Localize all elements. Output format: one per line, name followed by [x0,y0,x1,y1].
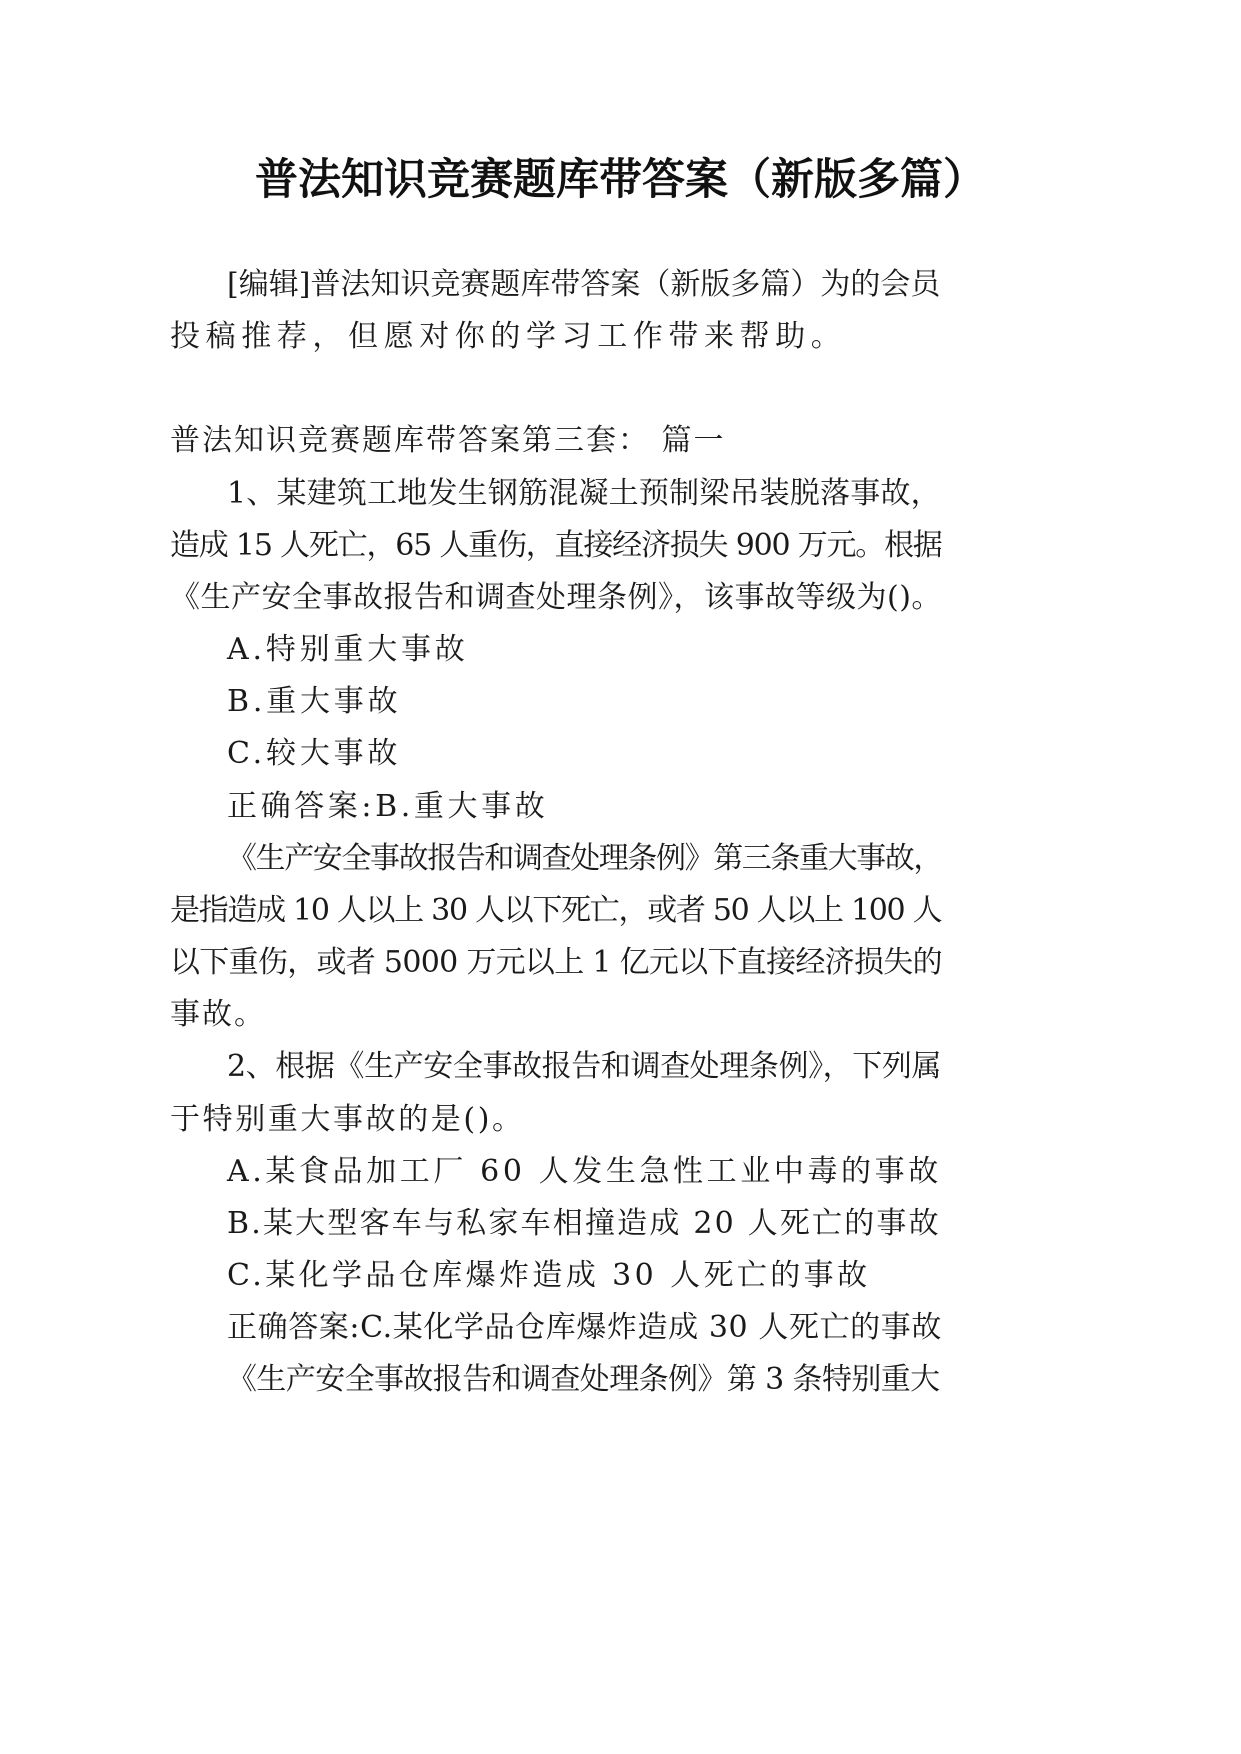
question-1-line-1: 1、某建筑工地发生钢筋混凝土预制梁吊装脱落事故， [227,476,941,511]
question-2-option-a: A.某食品加工厂 60 人发生急性工业中毒的事故 [227,1154,942,1189]
question-1-option-a: A.特别重大事故 [227,632,469,667]
question-1-option-c: C.较大事故 [227,736,402,771]
question-1-answer: 正确答案:B.重大事故 [227,789,549,824]
question-2-option-b: B.某大型客车与私家车相撞造成 20 人死亡的事故 [227,1206,941,1241]
question-2-option-c: C.某化学品仓库爆炸造成 30 人死亡的事故 [227,1258,871,1293]
question-1-explanation-line-4: 事故。 [170,997,266,1032]
question-2-line-2: 于特别重大事故的是()。 [170,1102,525,1137]
intro-line-1: [编辑]普法知识竞赛题库带答案（新版多篇）为的会员 [227,267,941,302]
question-1-explanation-line-3: 以下重伤，或者 5000 万元以上 1 亿元以下直接经济损失的 [170,945,942,980]
question-1-explanation-line-2: 是指造成 10 人以上 30 人以下死亡，或者 50 人以上 100 人 [170,893,942,928]
question-2-line-1: 2、根据《生产安全事故报告和调查处理条例》，下列属 [227,1049,942,1084]
question-1-explanation-line-1: 《生产安全事故报告和调查处理条例》第三条重大事故， [227,841,942,876]
question-2-answer: 正确答案:C.某化学品仓库爆炸造成 30 人死亡的事故 [227,1310,942,1345]
question-1-option-b: B.重大事故 [227,684,402,719]
intro-line-2: 投稿推荐，但愿对你的学习工作带来帮助。 [170,319,847,354]
section-heading: 普法知识竞赛题库带答案第三套： 篇一 [170,423,726,458]
question-1-line-3: 《生产安全事故报告和调查处理条例》，该事故等级为()。 [170,580,942,615]
question-1-line-2: 造成 15 人死亡，65 人重伤，直接经济损失 900 万元。根据 [170,528,942,563]
question-2-explanation-line-1: 《生产安全事故报告和调查处理条例》第 3 条特别重大 [227,1362,940,1397]
document-title: 普法知识竞赛题库带答案（新版多篇） [255,155,986,205]
